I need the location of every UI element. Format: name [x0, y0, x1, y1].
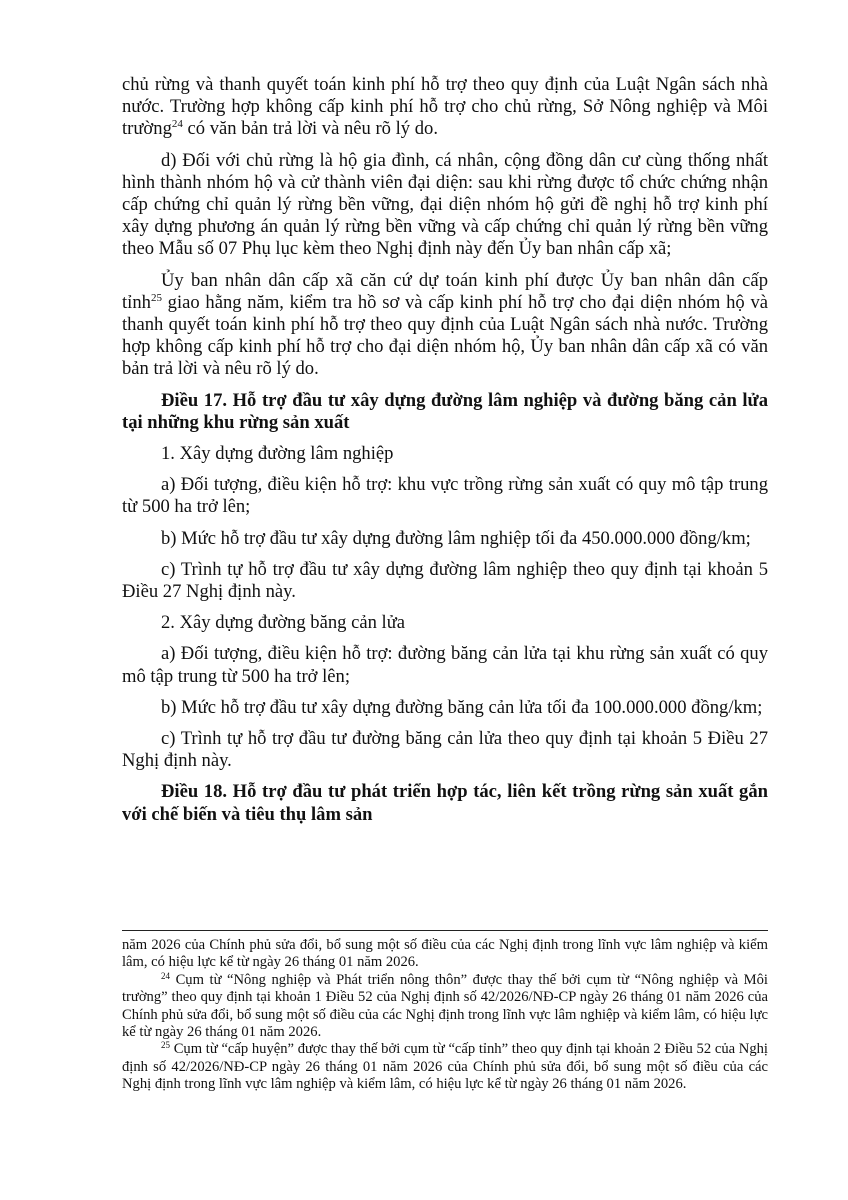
paragraph	[122, 697, 768, 719]
article-heading	[122, 390, 768, 434]
text-run: Ủy ban nhân dân cấp xã căn cứ dự toán kinh phí được Ủy ban nhân dân cấp tỉnh	[122, 269, 768, 313]
footnote	[122, 1041, 768, 1093]
text-run: có văn bản trả lời và nêu rõ lý do.	[182, 118, 438, 140]
text-run: d) Đối với chủ rừng là hộ gia đình, cá nhân, cộng đồng dân cư cùng thống nhất hình thành nhóm hộ và cử thành viên đại diện: sau khi rừng được tổ chức chứng nhận cấp chứng chỉ quản lý rừng bền vững, đại diện nhóm hộ gửi đề nghị hỗ trợ kinh phí xây dựng phương án quản lý rừng bền vững và cấp chứng chỉ quản lý rừng bền vững theo Mẫu số 07 Phụ lục kèm theo Nghị định này đến Ủy ban nhân cấp xã;	[122, 149, 768, 260]
text-run: Cụm từ “Nông nghiệp và Phát triển nông thôn” được thay thế bởi cụm từ “Nông nghiệp và Môi trường” theo quy định tại khoản 1 Điều 52 của Nghị định số 42/2026/NĐ-CP ngày 26 tháng 01 năm 2026 của Chính phủ sửa đổi, bổ sung một số điều của các Nghị định trong lĩnh vực lâm nghiệp và kiểm lâm, có hiệu lực kể từ ngày 26 tháng 01 năm 2026.	[122, 971, 768, 1041]
paragraph	[122, 612, 768, 634]
paragraph	[122, 74, 768, 141]
text-run: b) Mức hỗ trợ đầu tư xây dựng đường băng cản lửa tối đa 100.000.000 đồng/km;	[161, 696, 763, 718]
text-run: giao hằng năm, kiểm tra hồ sơ và cấp kinh phí hỗ trợ cho đại diện nhóm hộ và thanh quyết toán kinh phí hỗ trợ theo quy định của Luật Ngân sách nhà nước. Trường hợp không cấp kinh phí hỗ trợ cho đại diện nhóm hộ, Ủy ban nhân dân cấp xã có văn bản trả lời và nêu rõ lý do.	[122, 291, 768, 380]
text-run: b) Mức hỗ trợ đầu tư xây dựng đường lâm nghiệp tối đa 450.000.000 đồng/km;	[161, 527, 751, 549]
footnote-reference[interactable]: 25	[161, 1040, 170, 1051]
text-run: Cụm từ “cấp huyện” được thay thế bởi cụm từ “cấp tỉnh” theo quy định tại khoản 2 Điều 52 của Nghị định số 42/2026/NĐ-CP ngày 26 tháng 01 năm 2026 của Chính phủ sửa đổi, bổ sung một số điều của các Nghị định trong lĩnh vực lâm nghiệp và kiểm lâm, có hiệu lực kể từ ngày 26 tháng 01 năm 2026.	[122, 1041, 768, 1093]
paragraph	[122, 728, 768, 772]
footnote	[122, 972, 768, 1042]
text-run: a) Đối tượng, điều kiện hỗ trợ: đường băng cản lửa tại khu rừng sản xuất có quy mô tập trung từ 500 ha trở lên;	[122, 643, 768, 687]
paragraph	[122, 643, 768, 687]
footnote-reference[interactable]: 24	[161, 970, 170, 981]
paragraph	[122, 474, 768, 518]
text-run: Điều 17. Hỗ trợ đầu tư xây dựng đường lâm nghiệp và đường băng cản lửa tại những khu rừng sản xuất	[122, 389, 768, 433]
paragraph	[122, 528, 768, 550]
footnote-separator	[122, 930, 768, 931]
text-run: a) Đối tượng, điều kiện hỗ trợ: khu vực trồng rừng sản xuất có quy mô tập trung từ 500 ha trở lên;	[122, 474, 768, 518]
text-run: chủ rừng và thanh quyết toán kinh phí hỗ trợ theo quy định của Luật Ngân sách nhà nước. Trường hợp không cấp kinh phí hỗ trợ cho chủ rừng, Sở Nông nghiệp và Môi trường	[122, 74, 768, 140]
paragraph	[122, 150, 768, 261]
text-run: c) Trình tự hỗ trợ đầu tư đường băng cản lửa theo quy định tại khoản 5 Điều 27 Nghị định này.	[122, 728, 768, 772]
text-run: 1. Xây dựng đường lâm nghiệp	[161, 443, 394, 465]
article-heading	[122, 781, 768, 825]
footnote-reference[interactable]: 24	[171, 118, 183, 131]
footnote	[122, 937, 768, 972]
footnote-reference[interactable]: 25	[150, 291, 162, 304]
paragraph	[122, 559, 768, 603]
text-run: c) Trình tự hỗ trợ đầu tư xây dựng đường lâm nghiệp theo quy định tại khoản 5 Điều 27 Nghị định này.	[122, 558, 768, 603]
document-body	[122, 74, 768, 835]
footnotes	[122, 937, 768, 1094]
paragraph	[122, 270, 768, 381]
text-run: 2. Xây dựng đường băng cản lửa	[161, 612, 406, 634]
text-run: năm 2026 của Chính phủ sửa đổi, bổ sung một số điều của các Nghị định trong lĩnh vực lâm nghiệp và kiểm lâm, có hiệu lực kể từ ngày 26 tháng 01 năm 2026.	[122, 937, 768, 971]
paragraph	[122, 443, 768, 465]
text-run: Điều 18. Hỗ trợ đầu tư phát triển hợp tác, liên kết trồng rừng sản xuất gắn với chế biến và tiêu thụ lâm sản	[122, 781, 768, 825]
